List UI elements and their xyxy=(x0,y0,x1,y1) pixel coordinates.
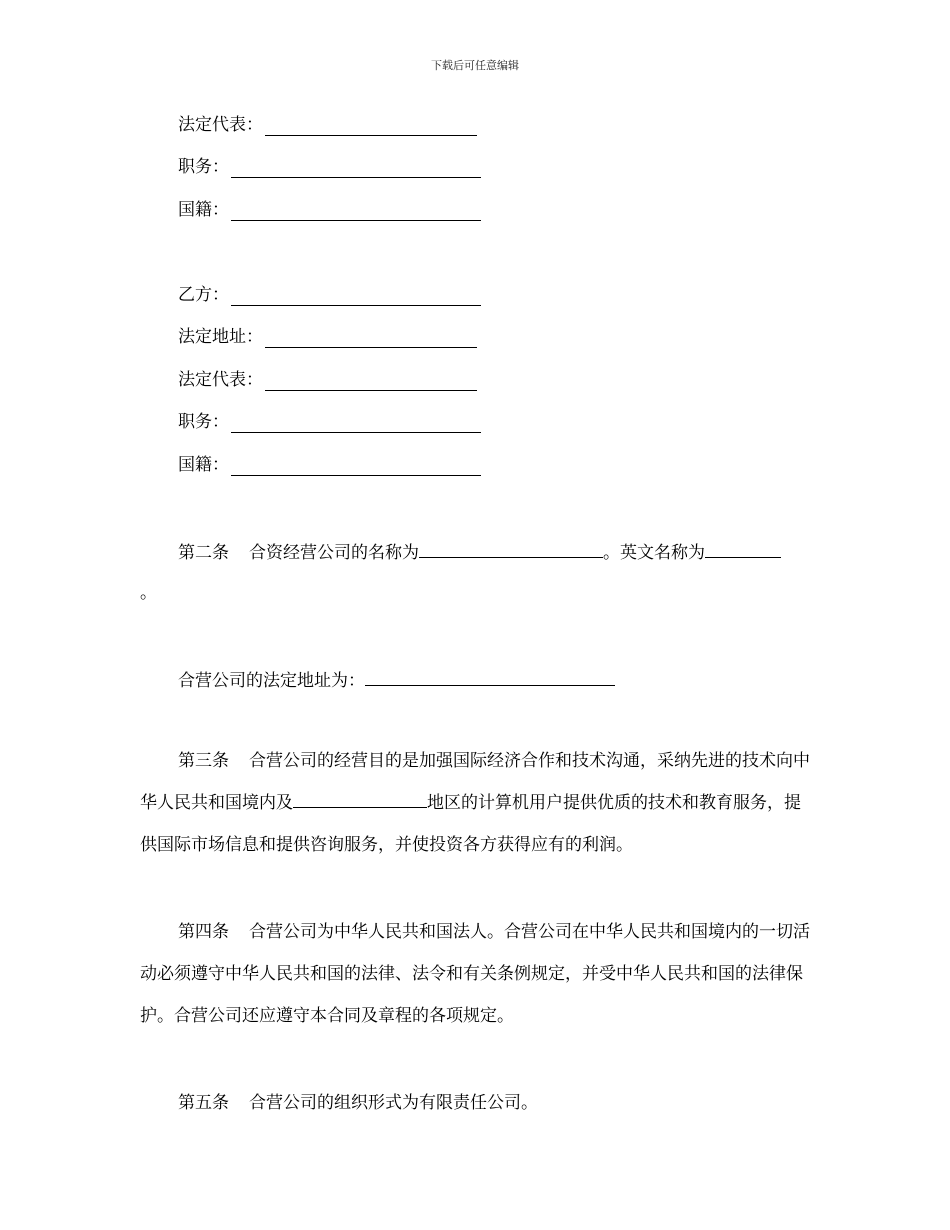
party-a-legal-representative-field xyxy=(178,114,477,136)
article-3-text-2: 地区的计算机用户提供优质的技术和教育服务，提供国际市场信息和提供咨询服务，并使投资各方获得应有的利润。 xyxy=(140,793,801,855)
party-b-legal-representative-field xyxy=(178,369,477,391)
field-label: 法定地址： xyxy=(178,327,263,347)
legal-address-blank[interactable] xyxy=(365,667,615,686)
party-a-position-field xyxy=(178,156,481,178)
field-label: 职务： xyxy=(178,157,229,177)
article-2-line xyxy=(178,539,781,564)
article-2-end: 。 xyxy=(140,583,157,603)
fill-in-blank[interactable] xyxy=(265,329,477,348)
company-name-blank[interactable] xyxy=(419,539,603,558)
article-4-heading: 第四条 xyxy=(178,922,229,942)
legal-address-label: 合营公司的法定地址为： xyxy=(178,671,365,691)
fill-in-blank[interactable] xyxy=(231,414,481,433)
fill-in-blank[interactable] xyxy=(265,372,477,391)
party-b-nationality-field xyxy=(178,454,481,476)
fill-in-blank[interactable] xyxy=(231,202,481,221)
fill-in-blank[interactable] xyxy=(231,457,481,476)
field-label: 法定代表： xyxy=(178,370,263,390)
article-5-heading: 第五条 xyxy=(178,1093,229,1113)
party-b-position-field xyxy=(178,411,481,433)
field-label: 法定代表： xyxy=(178,115,263,135)
legal-address-line xyxy=(178,667,615,692)
article-2-text-2: 。英文名称为 xyxy=(603,543,705,563)
article-3-heading: 第三条 xyxy=(178,751,229,771)
article-4-paragraph xyxy=(140,911,812,1037)
fill-in-blank[interactable] xyxy=(231,287,481,306)
party-b-name-field xyxy=(178,284,481,306)
article-2-text-1: 合资经营公司的名称为 xyxy=(249,543,419,563)
field-label: 乙方： xyxy=(178,285,229,305)
article-5-text: 合营公司的组织形式为有限责任公司。 xyxy=(249,1093,538,1113)
field-label: 职务： xyxy=(178,412,229,432)
party-a-nationality-field xyxy=(178,199,481,221)
article-2-heading: 第二条 xyxy=(178,543,229,563)
article-3-text-1: 合营公司的经营目的是加强国际经济合作和技术沟通，采纳先进的技术向中华人民共和国境内及 xyxy=(140,751,810,813)
party-b-legal-address-field xyxy=(178,326,477,348)
page-header-note: 下载后可任意编辑 xyxy=(431,59,519,72)
fill-in-blank[interactable] xyxy=(231,159,481,178)
english-name-blank[interactable] xyxy=(705,539,781,558)
field-label: 国籍： xyxy=(178,200,229,220)
field-label: 国籍： xyxy=(178,455,229,475)
article-5-paragraph xyxy=(140,1082,812,1124)
article-3-paragraph xyxy=(140,740,812,866)
article-4-text: 合营公司为中华人民共和国法人。合营公司在中华人民共和国境内的一切活动必须遵守中华人民共和国的法律、法令和有关条例规定，并受中华人民共和国的法律保护。合营公司还应遵守本合同及章程的各项规定。 xyxy=(140,922,810,1026)
fill-in-blank[interactable] xyxy=(265,117,477,136)
region-blank[interactable] xyxy=(293,789,427,808)
